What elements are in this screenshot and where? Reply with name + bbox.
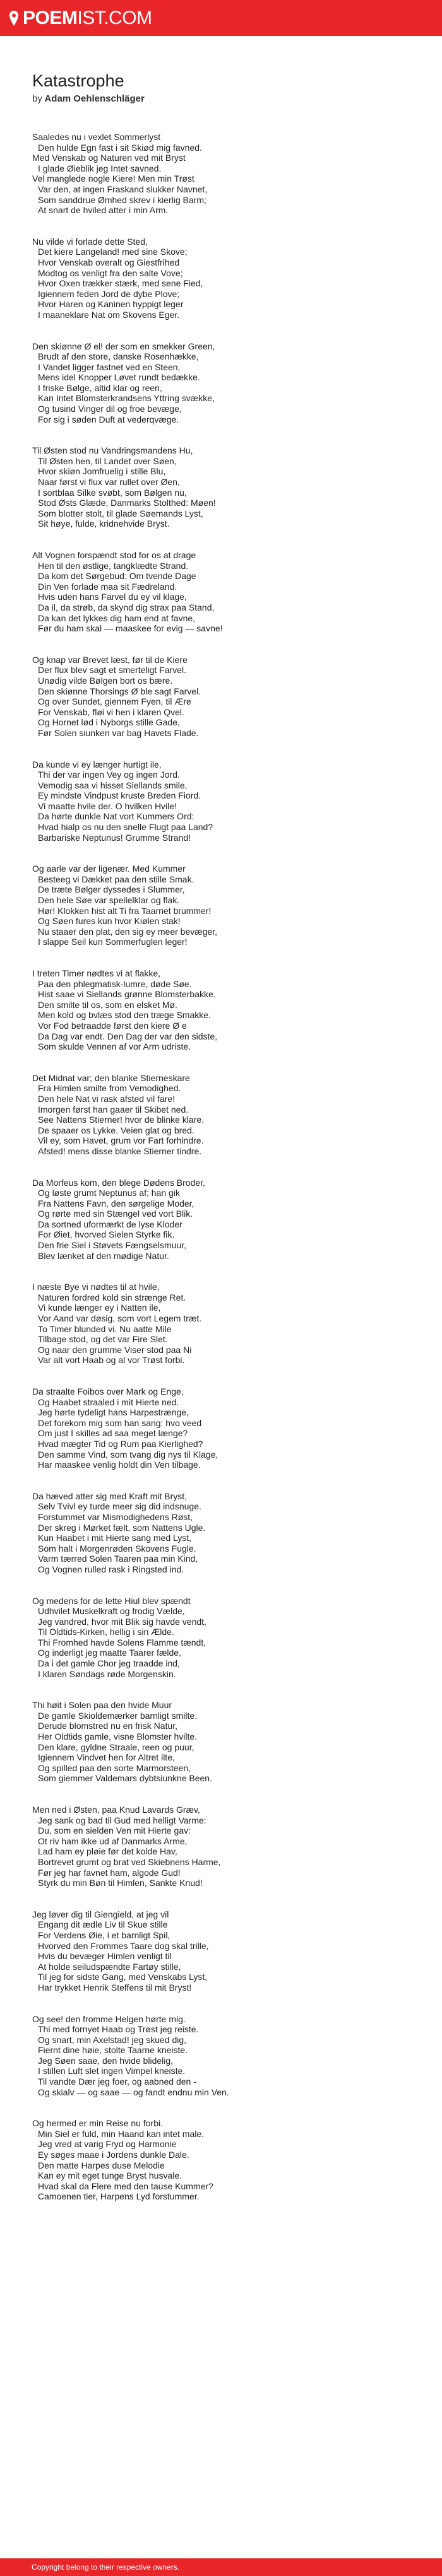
- poem-line: Jeg vandred, hvor mit Blik sig havde vendt,: [38, 1616, 206, 1627]
- poem-line: Med Venskab og Naturen ved mit Bryst: [32, 153, 186, 163]
- poem-line: Thi der var ingen Vey og ingen Jord.: [38, 770, 180, 780]
- poem-line: Vor Fod betraadde først den kiere Ø e: [38, 1020, 187, 1031]
- poem-line: Unødig vilde Bølgen bort os bære.: [38, 675, 173, 686]
- poem-line: Og tusind Vinger dil og froe bevæge,: [38, 404, 182, 414]
- stanza: [32, 968, 442, 1052]
- poem-line: At snart de hviled atter i min Arm.: [38, 205, 169, 216]
- poem-line: For Verdens Øie, i et barnligt Spil,: [38, 1929, 170, 1940]
- stanza: [32, 445, 442, 529]
- poem-line: Den hulde Egn fast i sit Skiød mig favned.: [38, 142, 202, 153]
- poem-byline: [32, 93, 442, 104]
- poem-line: Udhvilet Muskelkraft og frodig Vælde,: [38, 1606, 185, 1617]
- poem-line: Den frie Siel i Støvets Fængselsmuur,: [38, 1240, 186, 1251]
- poem-line: Her Oldtids gamle, visne Blomster hvilte.: [38, 1731, 198, 1742]
- site-logo-text: [23, 8, 152, 29]
- poem-line: Jeg sank og bad til Gud med helligt Varme:: [38, 1815, 206, 1825]
- poem-line: Som halt i Morgenrøden Skovens Fugle.: [38, 1543, 196, 1554]
- poem-line: Før du ham skal — maaskee for evig — savne!: [38, 623, 223, 634]
- poem-line: I Vandet ligger fastnet ved en Steen,: [38, 361, 181, 372]
- stanza: [32, 1178, 442, 1262]
- poem-line: Om just I skilles ad saa meget længe?: [38, 1428, 188, 1439]
- poem-line: Da sortned uformærkt de lyse Kloder: [38, 1219, 182, 1229]
- poem-line: Da hørte dunkle Nat vort Kummers Ord:: [38, 811, 194, 822]
- poem-line: Og knap var Brevet læst, før til de Kiere: [32, 654, 188, 665]
- poem-line: Som blotter stolt, til glade Søemands Lyst,: [38, 508, 203, 518]
- brand-light: IST.COM: [77, 7, 152, 28]
- poem-line: For sig i søden Duft at vederqvæge.: [38, 414, 179, 424]
- poem-line: Hvis du bevæger Himlen venligt til: [38, 1951, 172, 1962]
- poem-line: Derude blomstred nu en frisk Natur,: [38, 1721, 177, 1731]
- stanza: [32, 1073, 442, 1157]
- poem-line: Thi Fromhed havde Solens Flamme tændt,: [38, 1637, 206, 1648]
- poem-line: Der flux blev sagt et smerteligt Farvel.: [38, 665, 186, 676]
- poem-line: Der skreg i Mørket fælt, som Nattens Ugle.: [38, 1522, 206, 1533]
- poem-line: Alt Vognen forspændt stod for os at drage: [32, 550, 196, 560]
- poem-line: Da kan det lykkes dig ham end at favne,: [38, 612, 196, 623]
- poem-line: Da il, da strøb, da skynd dig strax paa Stand,: [38, 602, 215, 612]
- poem-line: Hvor Venskab overalt og Giestfrihed: [38, 257, 180, 267]
- stanza: [32, 132, 442, 216]
- poem-line: Den hele Søe var speilelklar og flak.: [38, 895, 180, 906]
- poem-line: Og Vognen rulled rask i Ringsted ind.: [38, 1564, 184, 1574]
- poem-line: Fiernt dine høie, stolte Taarne kneiste.: [38, 2045, 188, 2056]
- poem-line: To Timer blunded vi. Nu aatte Mile: [38, 1323, 172, 1334]
- poem-line: Lad ham ey pløie før det kolde Hav,: [38, 1846, 177, 1857]
- poem-line: Har trykket Henrik Steffens til mit Bryst!: [38, 1982, 192, 1993]
- poem-line: I friske Bølge, altid klar og reen,: [38, 382, 162, 393]
- poem-line: Igiennem Vindvet hen for Altret ilte,: [38, 1752, 175, 1763]
- poem-line: Hvad hialp os nu den snelle Flugt paa Land?: [38, 822, 213, 833]
- poem-line: Til jeg for sidste Gang, med Venskabs Lyst,: [38, 1972, 208, 1982]
- poem-line: Hist saae vi Siellands grønne Blomsterbakke.: [38, 989, 216, 1000]
- poem-line: Mens idel Knopper Løvet rundt bedække.: [38, 372, 200, 383]
- poem-line: Den klare, gyldne Straale, reen og puur,: [38, 1742, 194, 1752]
- poem-line: Vi kunde længer ey i Natten ile,: [38, 1303, 161, 1313]
- poem-line: Og hermed er min Reise nu forbi.: [32, 2118, 163, 2129]
- stanza: [32, 1909, 442, 1993]
- poem-line: Afsted! mens disse blanke Stierner tindre.: [38, 1145, 202, 1156]
- poem-line: Din Ven forlade maa sit Fædreland.: [38, 581, 177, 592]
- poem-line: Det Midnat var; den blanke Stierneskare: [32, 1072, 190, 1083]
- copyright-text: Copyright belong to their respective owners.: [32, 2563, 180, 2572]
- poem-line: Og løste grumt Neptunus af; han gik: [38, 1188, 180, 1198]
- poem-line: I klaren Søndags røde Morgenskin.: [38, 1668, 176, 1679]
- poem-line: Min Siel er fuld, min Haand kan intet male.: [38, 2128, 205, 2139]
- poem-line: Og Haabet straaled i mit Hierte ned.: [38, 1396, 179, 1407]
- poem-line: Og see! den fromme Helgen hørte mig.: [32, 2013, 186, 2024]
- poem-line: Naturen fordred kold sin strænge Ret.: [38, 1292, 186, 1303]
- stanza: [32, 341, 442, 425]
- stanza: [32, 759, 442, 843]
- poem-line: Vil ey, som Havet, grum vor Fart forhindre.: [38, 1135, 204, 1146]
- poem-line: Da straalte Foibos over Mark og Enge,: [32, 1386, 184, 1396]
- site-footer: [0, 2558, 442, 2576]
- poem-line: Ey søges maae i Jordens dunkle Dale.: [38, 2150, 189, 2160]
- stanza: [32, 655, 442, 739]
- poem-title: Katastrophe: [32, 71, 124, 90]
- poem-line: Saaledes nu i vexlet Sommerlyst: [32, 132, 161, 142]
- poem-line: Da kunde vi ey længer hurtigt ile,: [32, 759, 162, 770]
- poem-line: Du, som en sielden Ven mit Hierte gav:: [38, 1825, 191, 1836]
- poem-line: I slappe Seil kun Sommerfuglen leger!: [38, 937, 188, 947]
- poem-line: Jeg hørte tydeligt hans Harpestrænge,: [38, 1407, 189, 1418]
- poem-line: Og aarle var der ligenær. Med Kummer: [32, 864, 186, 874]
- poem-line: Til Oldtids-Kirken, hellig i sin Ælde.: [38, 1627, 174, 1637]
- poem-line: Men ned i Østen, paa Knud Lavards Græv,: [32, 1805, 200, 1815]
- poem-line: Jeg Søen saae, den hvide blidelig,: [38, 2055, 174, 2066]
- poem-line: Thi med fornyet Haab og Trøst jeg reiste.: [38, 2024, 199, 2035]
- stanza: [32, 1491, 442, 1575]
- poem-line: Den samme Vind, som tvang dig nys til Klage,: [38, 1449, 218, 1460]
- poem-line: Stod Østs Glæde, Danmarks Stolthed: Møen!: [38, 498, 216, 508]
- poem-line: Igiennem feden Jord de dybe Plove;: [38, 288, 180, 299]
- stanza: [32, 237, 442, 320]
- byline-prefix: by: [32, 93, 42, 104]
- site-header: [0, 0, 442, 36]
- poem-line: Vor Aand var døsig, som vort Legem træt.: [38, 1313, 202, 1324]
- poem-line: Besteeg vi Dækket paa den stille Smak.: [38, 874, 194, 884]
- poem-line: Jeg vred at varig Fryd og Harmonie: [38, 2139, 177, 2150]
- poem-line: Nu vilde vi forlade dette Sted,: [32, 236, 148, 247]
- poem-line: Hvad skal da Flere med den tause Kummer?: [38, 2181, 213, 2191]
- stanza: [32, 1282, 442, 1366]
- poem-line: Modtog os venligt fra den salte Vove;: [38, 267, 183, 278]
- brand-bold: POEM: [23, 7, 78, 28]
- poem-line: Har maaskee venlig holdt din Ven tilbage.: [38, 1460, 201, 1470]
- poem-line: For Venskab, fløi vi hen i klaren Qvel.: [38, 706, 184, 717]
- poem-body: [32, 132, 442, 2202]
- poem-line: De spaaer os Lykke. Veien glat og bred.: [38, 1125, 194, 1135]
- poem-line: Bortrevet grumt og brat ved Skiebnens Harme,: [38, 1856, 221, 1867]
- poem-line: Og snart, min Axelstad! jeg skued dig,: [38, 2034, 187, 2045]
- poem-line: Camoenen tier, Harpens Lyd forstummer.: [38, 2191, 200, 2202]
- poem-line: Som giemmer Valdemars dybtsiunkne Been.: [38, 1773, 212, 1784]
- poem-line: Kun Haabet i mit Hierte sang med Lyst,: [38, 1533, 192, 1543]
- stanza: [32, 550, 442, 634]
- poem-line: Til Østen hen, til Landet over Søen,: [38, 455, 177, 466]
- stanza: [32, 1596, 442, 1680]
- poem-line: Kan ey mit eget tunge Bryst husvale.: [38, 2170, 182, 2181]
- poem-line: Hen til den østlige, tangklædte Strand.: [38, 560, 189, 571]
- poem-line: Imorgen først han gaaer til Skibet ned.: [38, 1104, 189, 1115]
- poem-line: Som sanddrue Ømhed skrev i kierlig Barm;: [38, 194, 206, 205]
- poem-line: Barbariske Neptunus! Grumme Strand!: [38, 832, 191, 843]
- poem-line: Forstummet var Mismodighedens Røst,: [38, 1511, 193, 1522]
- poem-line: Paa den phlegmatisk-lumre, døde Søe.: [38, 978, 192, 989]
- poem-line: I glade Øieblik jeg Intet savned.: [38, 163, 162, 173]
- poem-line: Vel manglede nogle Kiere! Men min Trøst: [32, 173, 194, 184]
- poem-line: Brudt af den store, danske Rosenhække,: [38, 351, 199, 362]
- poem-line: For Øiet, hvorved Sielen Styrke fik.: [38, 1229, 175, 1240]
- poem-line: Før jeg har favnet ham, algode Gud!: [38, 1867, 181, 1878]
- poem-line: Vemodig saa vi hisset Siellands smile,: [38, 780, 188, 790]
- poem-line: Hvorved den Frommes Taare dog skal trille,: [38, 1940, 209, 1951]
- poem-line: Hvor skiøn Jomfruelig i stille Blu,: [38, 466, 166, 477]
- poem-line: See Nattens Stierner! hvor de blinke klare.: [38, 1115, 205, 1125]
- poem-line: Til vandte Dær jeg foer, og aabned den -: [38, 2076, 196, 2087]
- poem-line: Da kom det Sørgebud: Om tvende Dage: [38, 571, 196, 582]
- poem-line: I treten Timer nødtes vi at flakke,: [32, 968, 161, 978]
- poem-line: Var den, at ingen Fraskand slukker Navnet,: [38, 184, 208, 194]
- poem-line: Thi høit i Solen paa den hvide Muur: [32, 1700, 172, 1711]
- poem-line: Den hele Nat vi rask afsted vil fare!: [38, 1093, 176, 1104]
- poem-line: Kan Intet Blomsterkrandsens Yttring svække,: [38, 393, 215, 404]
- poem-line: Og naar den grumme Viser stod paa Ni: [38, 1344, 192, 1355]
- poem-line: Styrk du min Bøn til Himlen, Sankte Knud!: [38, 1878, 203, 1888]
- poem-line: Og inderligt jeg maatte Taarer fælde,: [38, 1648, 181, 1658]
- poem-line: Jeg løver dig til Giengield, at jeg vil: [32, 1909, 169, 1919]
- pin-icon: [9, 10, 19, 26]
- poem-line: Hvis uden hans Farvel du ey vil klage,: [38, 592, 187, 602]
- poem-line: Som skulde Vennen af vor Arm udriste.: [38, 1041, 191, 1052]
- poem-line: Og Hornet lød i Nyborgs stille Gade,: [38, 717, 180, 728]
- poem-line: Blev lænket af den mødige Natur.: [38, 1250, 169, 1261]
- poem-line: Hvor Haren og Kaninen hyppigt leger: [38, 299, 184, 310]
- poem-line: Naar først vi flux var rullet over Øen,: [38, 477, 180, 488]
- poem-line: Og over Sundet, giennem Fyen, til Ære: [38, 696, 191, 707]
- poem-line: Den matte Harpes duse Melodie: [38, 2160, 165, 2170]
- poem-line: Og skialv — og saae — og fandt endnu min Ven.: [38, 2087, 229, 2097]
- poem-line: Fra Nattens Favn, den sørgelige Moder,: [38, 1198, 194, 1209]
- stanza: [32, 2014, 442, 2098]
- poem-line: Da Morfeus kom, den blege Dødens Broder,: [32, 1177, 205, 1188]
- poem-line: Den skiønne Thorsings Ø ble sagt Farvel.: [38, 686, 201, 696]
- poem-line: I næste Bye vi nødtes til at hvile,: [32, 1282, 160, 1292]
- poem-line: Hvor Oxen trækker stærk, med sene Fied,: [38, 278, 203, 289]
- poem-line: At holde seiludspændte Fartøy stille,: [38, 1961, 181, 1972]
- poem-line: Ey mindste Vindpust kruste Breden Fiord.: [38, 790, 201, 801]
- poem-line: Ot riv ham ikke ud af Danmarks Arme,: [38, 1835, 188, 1846]
- poem-content: [0, 36, 442, 2202]
- poem-line: Engang dit ædle Liv til Skue stille: [38, 1919, 168, 1930]
- poem-line: I stillen Luft slet ingen Vimpel kneiste.: [38, 2066, 186, 2076]
- poem-line: Vi maatte hvile der. O hvilken Hvile!: [38, 800, 177, 811]
- poem-line: Sit høye, fulde, kridnehvide Bryst.: [38, 518, 170, 529]
- poem-line: Fra Himlen smilte from Vemodighed.: [38, 1083, 181, 1094]
- poem-line: Og medens for de lette Hiul blev spændt: [32, 1595, 191, 1606]
- poem-line: Men kold og bvlæs stod den træge Smakke.: [38, 1010, 211, 1021]
- poem-line: Det kiere Langeland! med sine Skove;: [38, 247, 188, 257]
- poem-line: I sortblaa Silke svøbt, som Bølgen nu,: [38, 487, 187, 498]
- stanza: [32, 1805, 442, 1888]
- poem-line: Det forekom mig som han sang: hvo veed: [38, 1417, 202, 1428]
- stanza: [32, 1700, 442, 1784]
- stanza: [32, 2118, 442, 2202]
- poem-line: Da hæved atter sig med Kraft mit Bryst,: [32, 1490, 188, 1501]
- stanza: [32, 864, 442, 947]
- poem-line: Da Dag var endt. Den Dag der var den sidste,: [38, 1031, 218, 1041]
- poem-line: Varm tærred Solen Taaren paa min Kind,: [38, 1554, 198, 1564]
- poem-author[interactable]: Adam Oehlenschläger: [44, 93, 145, 104]
- poem-line: Og rørte med sin Stængel ved vort Blik.: [38, 1209, 193, 1219]
- poem-line: I maaneklare Nat om Skovens Eger.: [38, 309, 180, 320]
- poem-line: Nu staaer den plat, den sig ey meer bevæger,: [38, 926, 218, 937]
- poem-line: De gamle Skioldemærker barnligt smilte.: [38, 1710, 198, 1721]
- poem-line: Hør! Klokken hist alt Ti fra Taarnet brummer!: [38, 905, 212, 916]
- site-logo-link[interactable]: [9, 8, 152, 29]
- poem-line: De træte Bølger dyssedes i Slummer,: [38, 884, 185, 895]
- poem-line: Og spilled paa den sorte Marmorsteen,: [38, 1762, 191, 1773]
- poem-line: Tilbage stod, og det var Fire Slet.: [38, 1334, 168, 1345]
- poem-line: Selv Tvivl ey turde meer sig did indsnuge.: [38, 1501, 201, 1512]
- poem-line: Den smilte til os, som en elsket Mø.: [38, 999, 177, 1010]
- poem-line: Hvad mægter Tid og Rum paa Kierlighed?: [38, 1438, 203, 1449]
- poem-line: Var alt vort Haab og al vor Trøst forbi.: [38, 1355, 185, 1366]
- poem-line: Da i det gamle Chor jeg traadde ind,: [38, 1658, 180, 1669]
- poem-line: Før Solen siunken var bag Havets Flade.: [38, 727, 199, 738]
- stanza: [32, 1386, 442, 1470]
- poem-line: Den skiønne Ø el! der som en smekker Green,: [32, 341, 215, 351]
- poem-line: Og Søen fures kun hvor Kiølen stak!: [38, 916, 181, 927]
- poem-line: Til Østen stod nu Vandringsmandens Hu,: [32, 445, 193, 456]
